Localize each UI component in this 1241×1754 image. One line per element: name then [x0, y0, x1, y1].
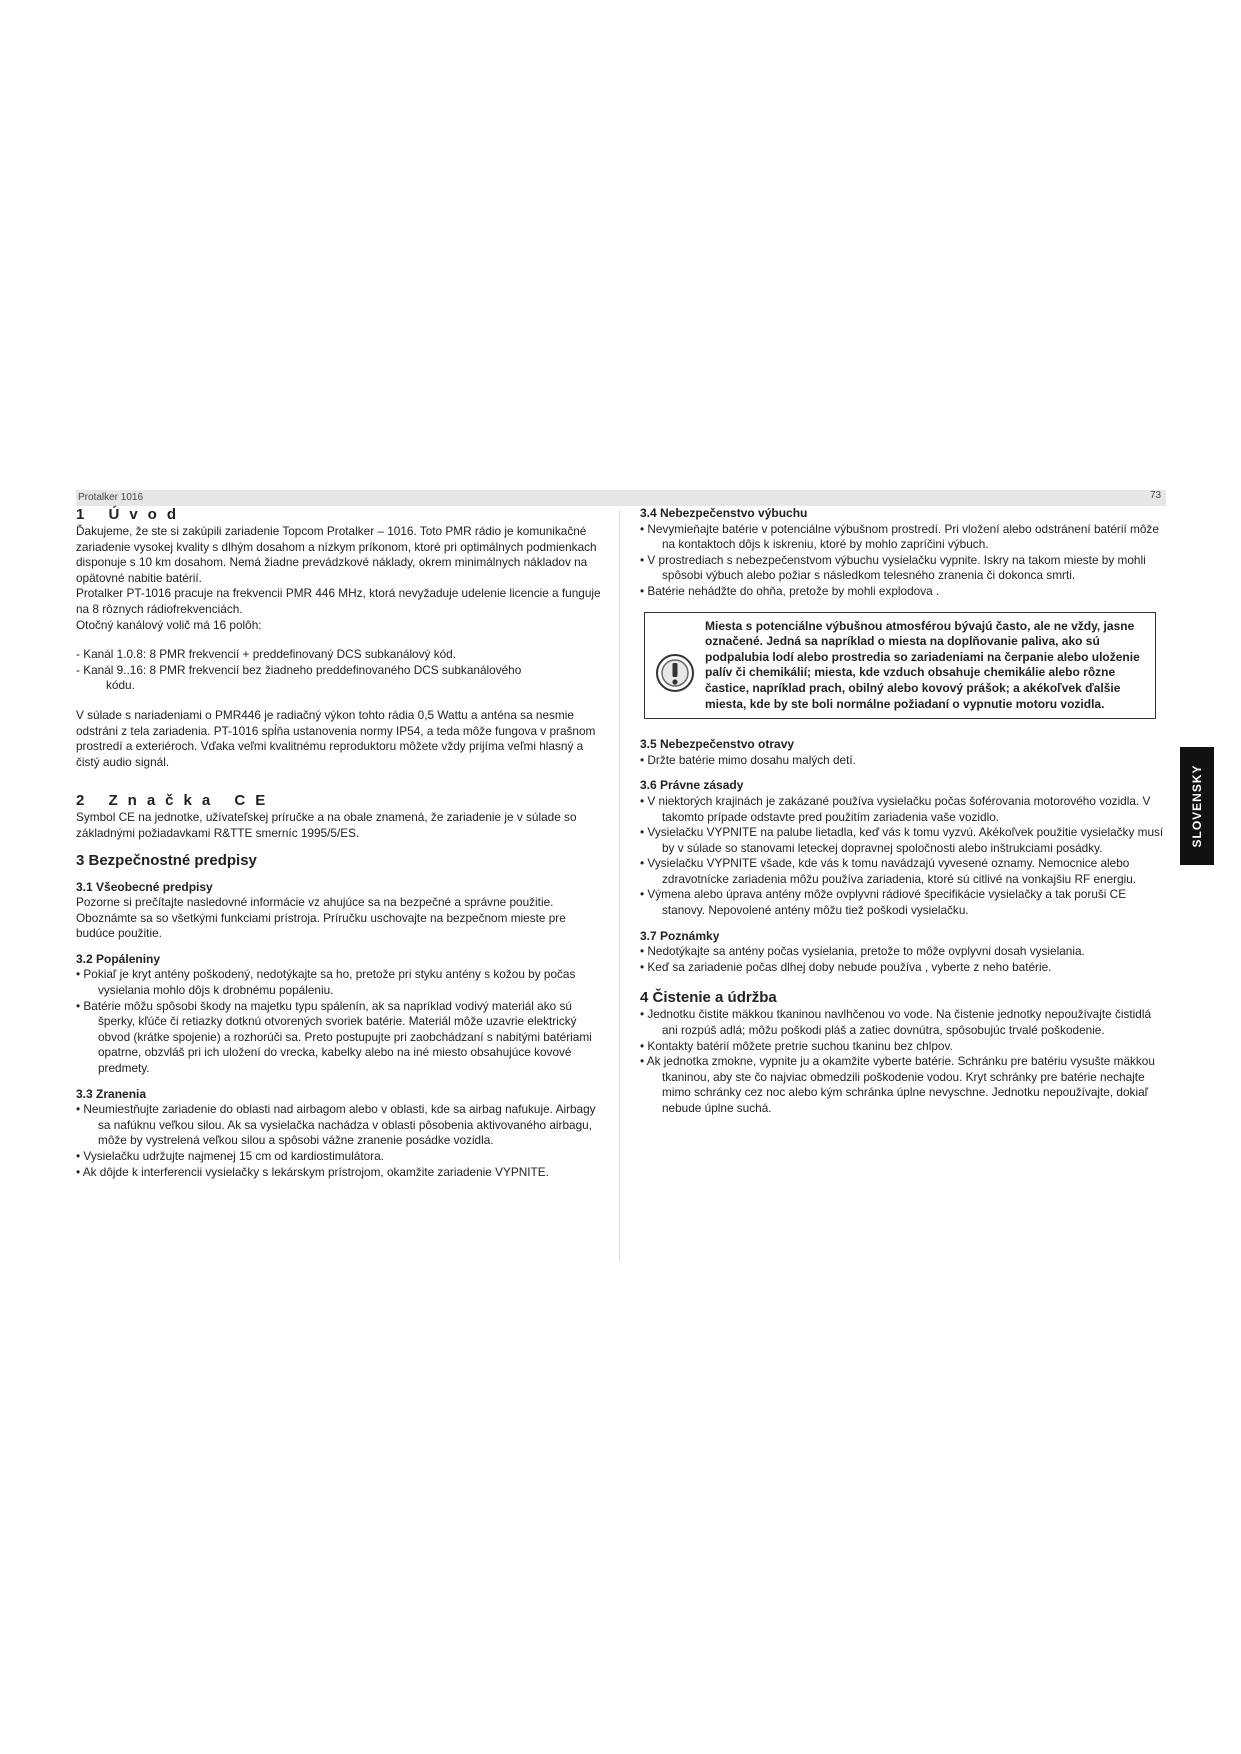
warning-box [644, 612, 1156, 720]
s1-channel-2-text: - Kanál 9..16: 8 PMR frekvencií bez žiadneho preddefinovaného DCS subkanálového [76, 662, 522, 677]
s33-bullet-2: • Vysielačku udržujte najmenej 15 cm od kardiostimulátora. [76, 1149, 384, 1163]
s36-bullet-4: • Výmena alebo úprava antény môže ovplyvni rádiové špecifikácie vysielačky a tak poruši CE stanovy. Nepovolené antény môžu tiež poškodi vysielačku. [640, 887, 1127, 918]
s1-paragraph-4: V súlade s nariadeniami o PMR446 je radiačný výkon tohto rádia 0,5 Wattu a anténa sa nesmie odstráni z tela zariadenia. PT-1016 spĺňa ustanovenia normy IP54, a teda môže fungova v prašnom prostredí a exteriéroch. Vďaka veľmi kvalitnému reproduktoru môžete vždy prijíma veľmi hlasný a čistý audio signál. [76, 707, 596, 769]
section-3-title: 3 Bezpečnostné predpisy [76, 851, 257, 869]
header-product: Protalker 1016 [78, 492, 144, 503]
s31-heading: 3.1 Všeobecné predpisy [76, 879, 213, 894]
s4-bullet-2: • Kontakty batérií môžete pretrie suchou tkaninu bez chlpov. [640, 1038, 953, 1053]
s34-bullet-1: • Nevymieňajte batérie v potenciálne výbušnom prostredí. Pri vložení alebo odstránení batérií môže na kontaktoch dôjs k iskreniu, ktoré by mohlo zapríčini výbuch. [640, 521, 1159, 552]
s32-bullet-1: • Pokiaľ je kryt antény poškodený, nedotýkajte sa ho, pretože pri styku antény s kožou by počas vysielania mohlo dôjs k drobnému popáleniu. [76, 967, 576, 998]
section-4-title: 4 Čistenie a údržba [640, 989, 777, 1007]
s36-heading: 3.6 Právne zásady [640, 778, 744, 793]
s1-paragraph-2: Protalker PT-1016 pracuje na frekvencii PMR 446 MHz, ktorá nevyžaduje udelenie licencie a funguje na 8 rôznych rádiofrekvenciách. [76, 586, 601, 616]
left-column [76, 506, 604, 1180]
s35-bullet-1: • Držte batérie mimo dosahu malých detí. [640, 752, 856, 767]
s33-bullet-3: • Ak dôjde k interferencii vysielačky s lekárskym prístrojom, okamžite zariadenie VYPNITE. [76, 1164, 549, 1179]
s2-paragraph-1: Symbol CE na jednotke, užívateľskej príručke a na obale znamená, že zariadenie je v súlade so základnými požiadavkami R&TTE smerníc 1995/5/ES. [76, 810, 577, 840]
s34-heading: 3.4 Nebezpečenstvo výbuchu [640, 506, 808, 520]
s33-bullet-1: • Neumiestňujte zariadenie do oblasti nad airbagom alebo v oblasti, kde sa airbag nafukuje. Airbagy sa nafúknu veľkou silou. Ak sa vysielačka nachádza v oblasti pôsobenia aktivovaného airbagu, môže by vystrelená veľkou silou a spôsobi vážne zranenie posádke vozidla. [76, 1102, 596, 1148]
s37-bullet-1: • Nedotýkajte sa antény počas vysielania, pretože to môže ovplyvni dosah vysielania. [640, 944, 1085, 959]
s34-bullet-2: • V prostrediach s nebezpečenstvom výbuchu vysielačku vypnite. Iskry na takom mieste by mohli spôsobi výbuch alebo požiar s následkom telesného zranenia či dokonca smrti. [640, 552, 1146, 583]
s36-bullet-2: • Vysielačku VYPNITE na palube lietadla, keď vás k tomu vyzvú. Akékoľvek použitie vysielačky musí by v súlade so stanovami leteckej dopravnej spoločnosti alebo inštrukciami posádky. [640, 825, 1164, 855]
right-column [640, 506, 1164, 1117]
s37-heading: 3.7 Poznámky [640, 928, 720, 943]
column-divider [619, 510, 620, 1260]
warning-text: Miesta s potenciálne výbušnou atmosférou bývajú často, ale ne vždy, jasne označené. Jedná sa napríklad o miesta na doplňovanie paliva, ako sú podpalubia lodí alebo prostredia so zariadeniami na čerpanie alebo uloženie palív či chemikálií; miesta, kde vzduch obsahuje chemikálie alebo rôzne častice, napríklad prach, obilný alebo kovový prášok; a akékoľvek ďalšie miesta, kde by ste boli normálne požiadaní o vypnutie motoru vozidla. [705, 618, 1140, 711]
s33-heading: 3.3 Zranenia [76, 1086, 147, 1101]
s1-paragraph-1: Ďakujeme, že ste si zakúpili zariadenie Topcom Protalker – 1016. Toto PMR rádio je komunikačné zariadenie vysokej kvality s dlhým dosahom a nízkym príkonom, ktoré pri optimálnych podmienkach disponuje s 10 km dosahom. Nemá žiadne prevádzkové náklady, okrem minimálnych nákladov na opätovné nabitie batérií. [76, 524, 597, 585]
s35-heading: 3.5 Nebezpečenstvo otravy [640, 737, 795, 752]
s1-channel-2-cont: kódu. [106, 678, 135, 693]
s4-bullet-3: • Ak jednotka zmokne, vypnite ju a okamžite vyberte batérie. Schránku pre batériu vysušte mäkkou tkaninou, aby ste čo najviac obmedzili poškodenie vodou. Kryt schránky pre batérie nechajte mimo schránky cez noc alebo kým schránka úplne nevyschne. Jednotku nepoužívajte, dokiaľ nebude úplne suchá. [640, 1054, 1155, 1115]
s36-bullet-1: • V niektorých krajinách je zakázané používa vysielačku počas šoférovania motorového vozidla. V takomto prípade odstavte pred použitím zariadenia vaše vozidlo. [640, 793, 1151, 824]
s4-bullet-1: • Jednotku čistite mäkkou tkaninou navlhčenou vo vode. Na čistenie jednotky nepoužívajte čistidlá ani rozpúš adlá; môžu poškodi pláš a zatiec dovnútra, spôsobujúc trvalé poškodenie. [640, 1007, 1152, 1038]
s34-bullet-3: • Batérie nehádžte do ohňa, pretože by mohli explodova . [640, 583, 940, 598]
warning-icon [655, 653, 695, 693]
language-tab-label: SLOVENSKY [1190, 764, 1204, 848]
s32-heading: 3.2 Popáleniny [76, 951, 161, 966]
header-bar [76, 490, 1166, 506]
section-2-title: 2 Značka CE [76, 792, 276, 810]
s1-channel-1: - Kanál 1.0.8: 8 PMR frekvencií + preddefinovaný DCS subkanálový kód. [76, 647, 456, 662]
s1-channel-2 [76, 663, 604, 694]
s1-paragraph-3: Otočný kanálový volič má 16 polôh: [76, 617, 262, 632]
s31-paragraph: Pozorne si prečítajte nasledovné informácie vz ahujúce sa na bezpečné a správne použitie. Oboznámte sa so všetkými funkciami prístroja. Príručku uschovajte na bezpečnom mieste pre budúce použitie. [76, 895, 566, 941]
s36-bullet-3: • Vysielačku VYPNITE všade, kde vás k tomu navádzajú vyvesené oznamy. Nemocnice alebo zdravotnícke zariadenia môžu používa zariadenia, ktoré sú citlivé na vonkajšiu RF energiu. [640, 856, 1137, 886]
language-tab [1180, 747, 1214, 865]
s37-bullet-2: • Keď sa zariadenie počas dlhej doby nebude používa , vyberte z neho batérie. [640, 959, 1052, 974]
section-1-title: 1 Úvod [76, 506, 187, 523]
s32-bullet-2: • Batérie môžu spôsobi škody na majetku typu spálenín, ak sa napríklad vodivý materiál ako sú šperky, kľúče či retiazky dotknú otvorených svoriek batérie. Materiál môže uzavrie elektrický obvod (krátke spojenie) a rozhorúči sa. Preto postupujte pri zaobchádzaní s nabitými batériami opatrne, obzvláš pri ich uložení do vrecka, kabelky alebo na iné miesto obsahujúce kovové predmety. [76, 998, 592, 1076]
page-number: 73 [1150, 490, 1162, 501]
